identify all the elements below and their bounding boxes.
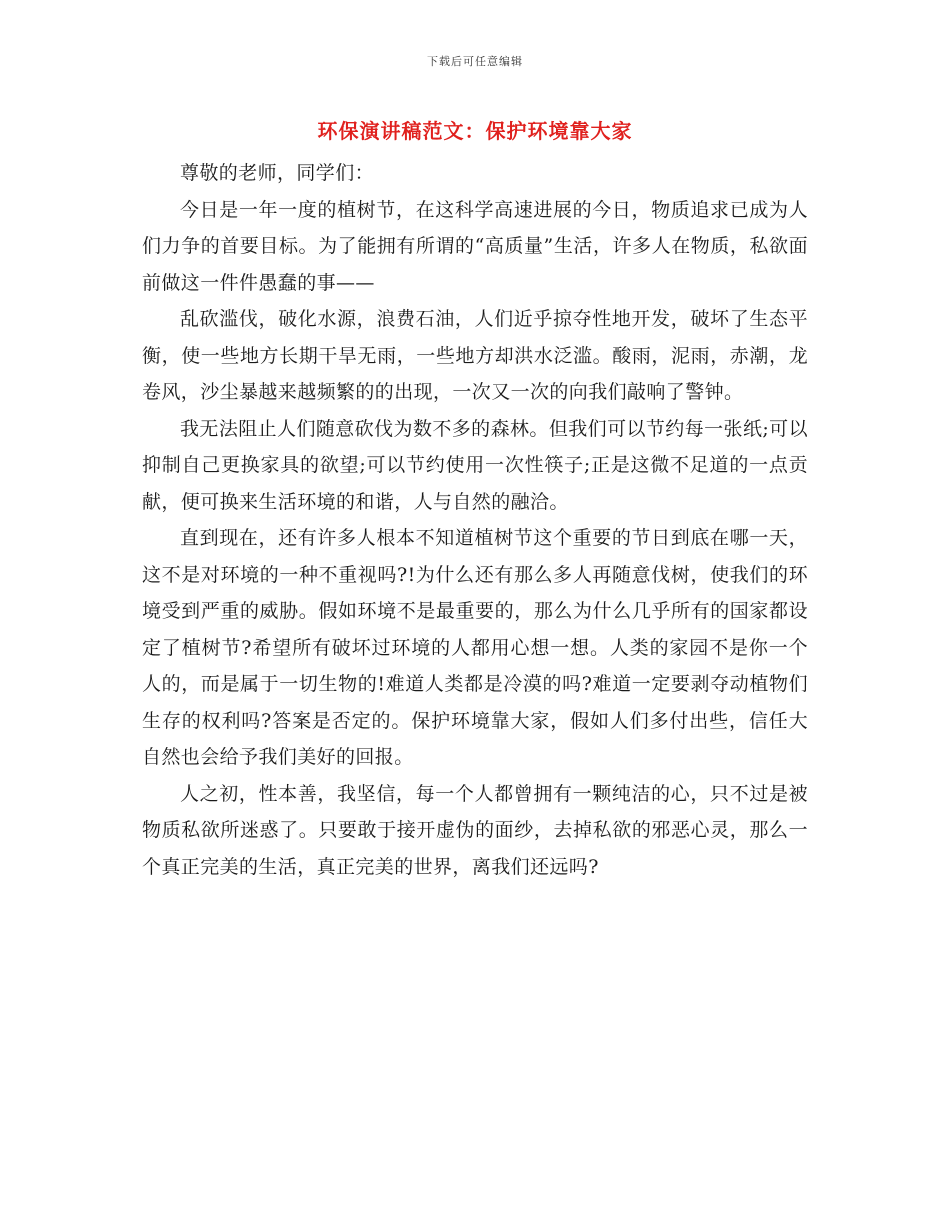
header-note: 下载后可任意编辑 — [427, 55, 523, 68]
paragraph: 直到现在，还有许多人根本不知道植树节这个重要的节日到底在哪一天，这不是对环境的一种不重视吗?!为什么还有那么多人再随意伐树，使我们的环境受到严重的威胁。假如环境不是最重要的，那么为什么几乎所有的国家都设定了植树节?希望所有破坏过环境的人都用心想一想。人类的家园不是你一个人的，而是属于一切生物的!难道人类都是冷漠的吗?难道一定要剥夺动植物们生存的权利吗?答案是否定的。保护环境靠大家，假如人们多付出些，信任大自然也会给予我们美好的回报。 — [142, 527, 808, 768]
paragraph-greeting: 尊敬的老师，同学们： — [180, 162, 375, 184]
paragraph: 乱砍滥伐，破化水源，浪费石油，人们近乎掠夺性地开发，破坏了生态平衡，使一些地方长期干旱无雨，一些地方却洪水泛滥。酸雨，泥雨，赤潮，龙卷风，沙尘暴越来越频繁的的出现，一次又一次的向我们敲响了警钟。 — [142, 308, 808, 403]
paragraph: 人之初，性本善，我坚信，每一个人都曾拥有一颗纯洁的心，只不过是被物质私欲所迷惑了。只要敢于接开虚伪的面纱，去掉私欲的邪恶心灵，那么一个真正完美的生活，真正完美的世界，离我们还远吗? — [142, 782, 808, 878]
document-body — [142, 155, 808, 885]
document-title: 环保演讲稿范文：保护环境靠大家 — [317, 119, 633, 143]
paragraph: 今日是一年一度的植树节，在这科学高速进展的今日，物质追求已成为人们力争的首要目标。为了能拥有所谓的“高质量”生活，许多人在物质，私欲面前做这一件件愚蠢的事—— — [142, 198, 808, 294]
paragraph: 我无法阻止人们随意砍伐为数不多的森林。但我们可以节约每一张纸;可以抑制自己更换家具的欲望;可以节约使用一次性筷子;正是这微不足道的一点贡献，便可换来生活环境的和谐，人与自然的融洽。 — [142, 417, 808, 513]
